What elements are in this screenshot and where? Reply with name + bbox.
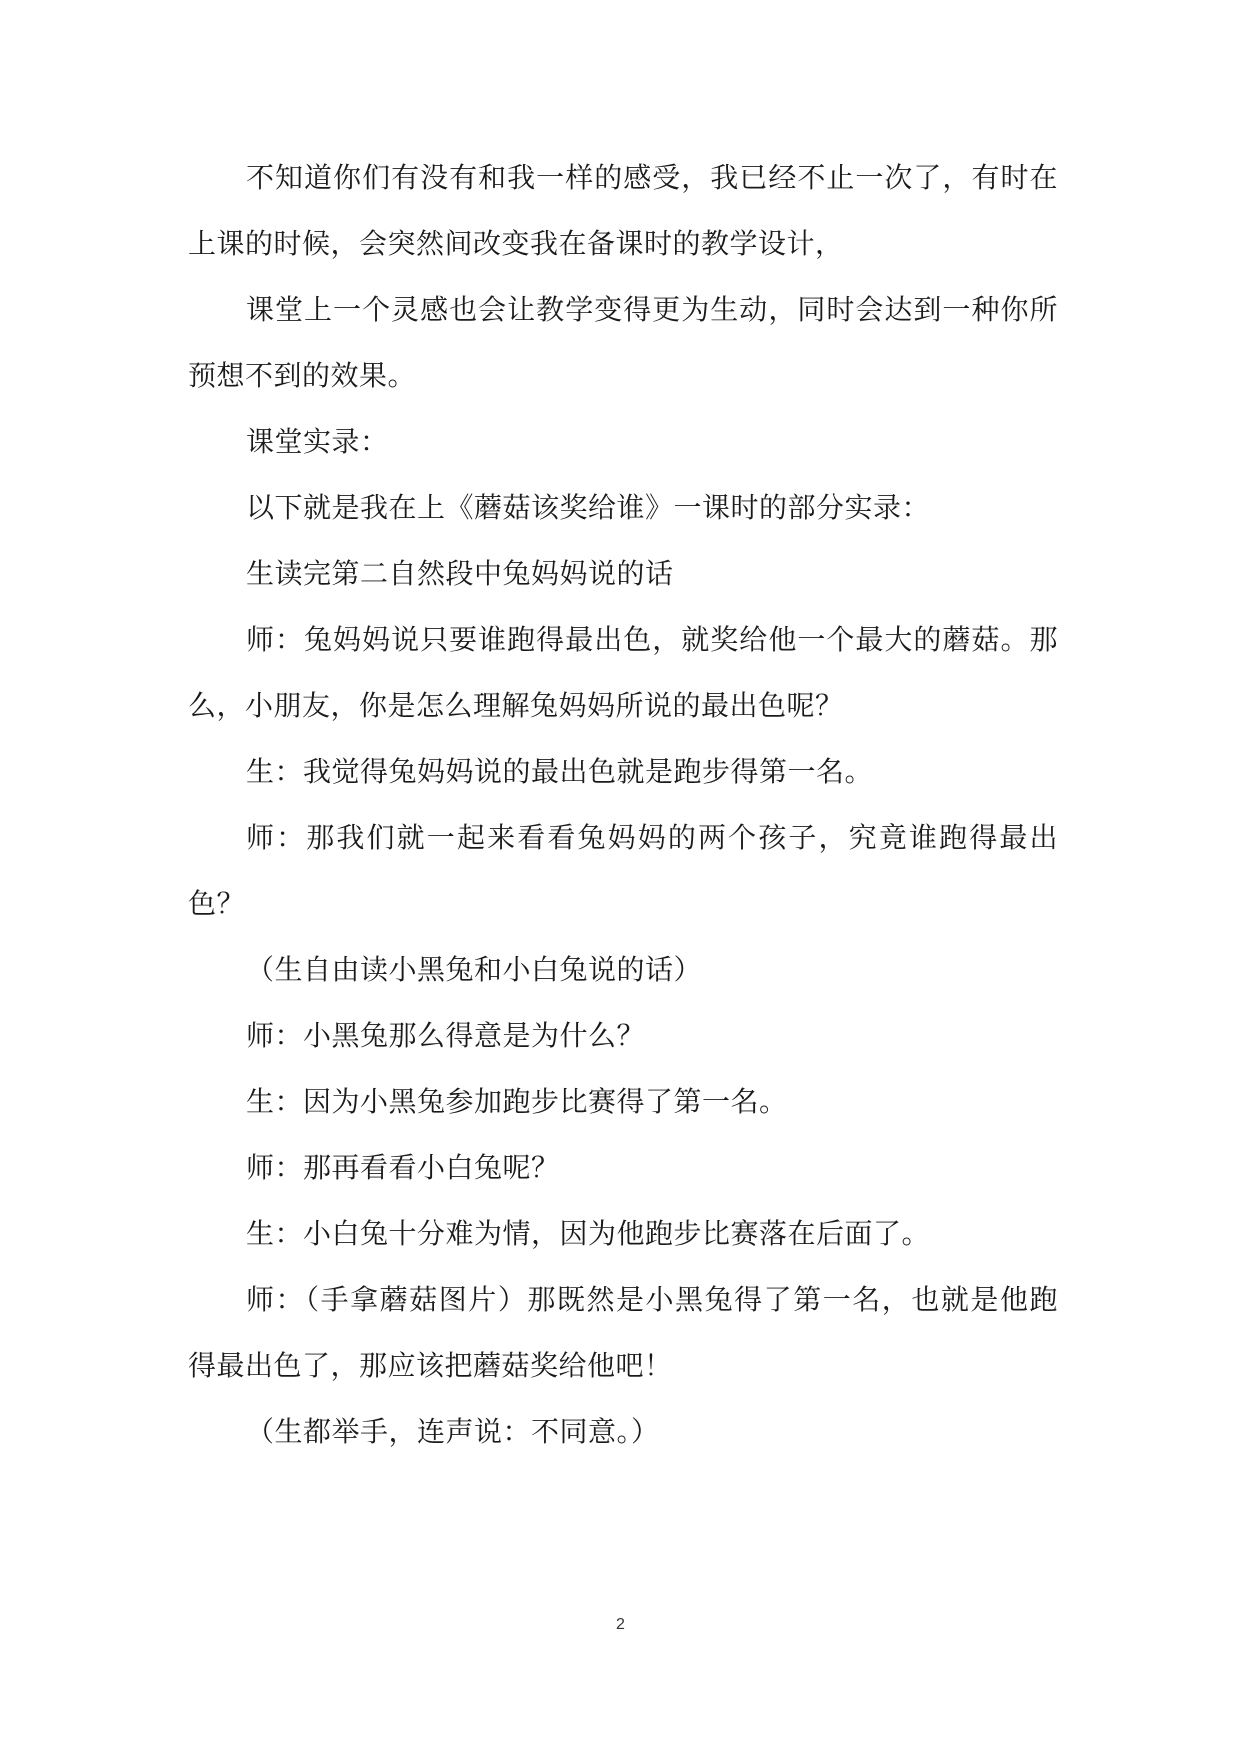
paragraph: 课堂上一个灵感也会让教学变得更为生动，同时会达到一种你所预想不到的效果。: [188, 293, 1058, 392]
dialogue-line: 生：因为小黑兔参加跑步比赛得了第一名。: [246, 1085, 788, 1118]
dialogue-line: 师：兔妈妈说只要谁跑得最出色，就奖给他一个最大的蘑菇。那么，小朋友，你是怎么理解兔妈妈所说的最出色呢？: [188, 623, 1058, 722]
paragraph: 生读完第二自然段中兔妈妈说的话: [246, 557, 674, 590]
paragraph: 不知道你们有没有和我一样的感受，我已经不止一次了，有时在上课的时候，会突然间改变我在备课时的教学设计，: [188, 161, 1058, 260]
section-heading: 课堂实录：: [246, 425, 389, 458]
dialogue-line: 师：（手拿蘑菇图片）那既然是小黑兔得了第一名，也就是他跑得最出色了，那应该把蘑菇奖给他吧！: [188, 1283, 1058, 1382]
dialogue-line: 生：小白兔十分难为情，因为他跑步比赛落在后面了。: [246, 1217, 931, 1250]
dialogue-line: 生：我觉得兔妈妈说的最出色就是跑步得第一名。: [246, 755, 874, 788]
dialogue-line: 师：那我们就一起来看看兔妈妈的两个孩子，究竟谁跑得最出色？: [188, 821, 1058, 920]
page-number: 2: [616, 1616, 625, 1633]
paragraph: 以下就是我在上《蘑菇该奖给谁》一课时的部分实录：: [246, 491, 931, 524]
document-body: [188, 145, 1058, 1465]
dialogue-line: 师：那再看看小白兔呢？: [246, 1151, 560, 1184]
stage-note: （生都举手，连声说：不同意。）: [246, 1415, 660, 1448]
stage-note: （生自由读小黑兔和小白兔说的话）: [246, 953, 703, 986]
dialogue-line: 师：小黑兔那么得意是为什么？: [246, 1019, 646, 1052]
